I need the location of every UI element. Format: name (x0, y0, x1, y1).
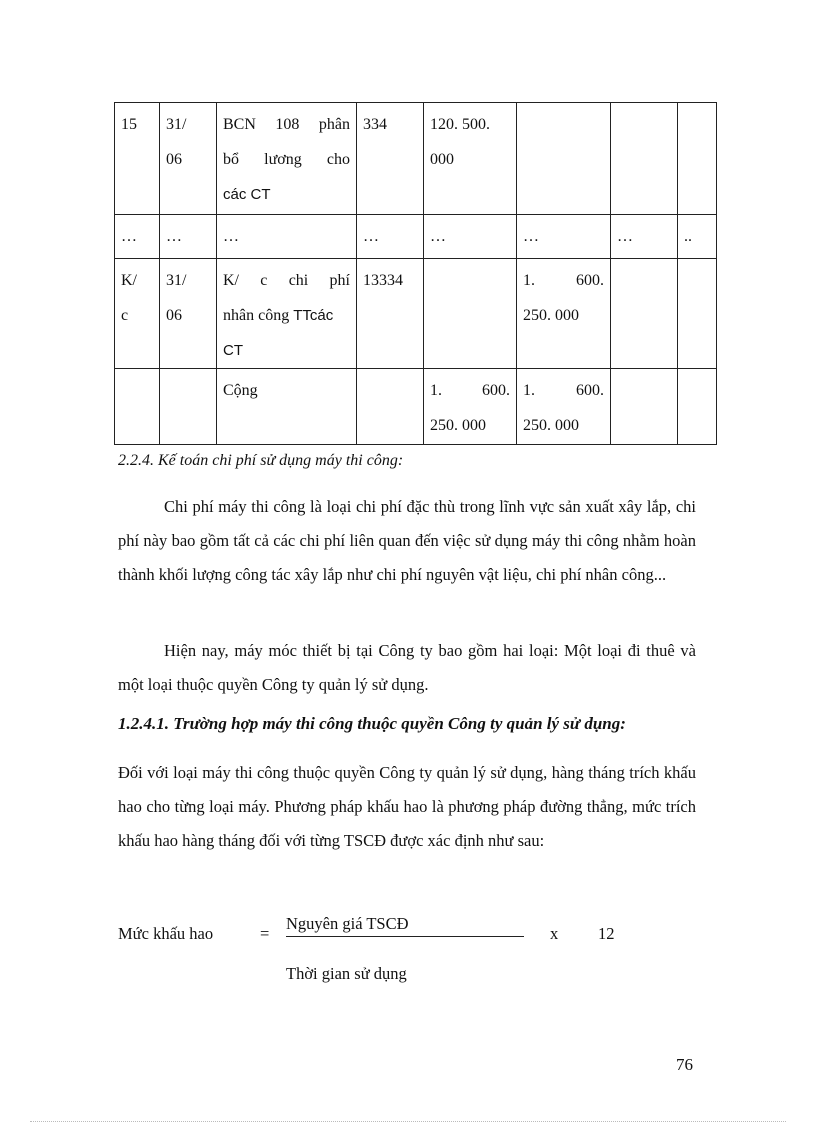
table-row (115, 369, 717, 445)
table-cell: .. (678, 215, 717, 259)
table-cell: 13334 (357, 259, 424, 369)
table-cell: K/ c chi phí nhân công TTcác CT (217, 259, 357, 369)
table-cell: … (115, 215, 160, 259)
table-row (115, 215, 717, 259)
formula-lhs: Mức khấu hao (118, 924, 214, 943)
table-cell: 120. 500. 000 (424, 103, 517, 215)
formula-numerator: Nguyên giá TSCĐ (286, 914, 524, 937)
table-cell: 1. 600. 250. 000 (517, 259, 611, 369)
table-cell: 31/ 06 (160, 103, 217, 215)
table-cell (611, 259, 678, 369)
table-cell: … (611, 215, 678, 259)
table-cell (678, 103, 717, 215)
table-cell: 31/ 06 (160, 259, 217, 369)
table-row (115, 103, 717, 215)
formula-factor: 12 (598, 924, 615, 943)
ledger-table (114, 102, 717, 445)
table-cell (611, 369, 678, 445)
table-cell (357, 369, 424, 445)
table-cell: 334 (357, 103, 424, 215)
formula-denominator: Thời gian sử dụng (286, 964, 407, 983)
table-cell: … (217, 215, 357, 259)
table-row (115, 259, 717, 369)
table-cell (611, 103, 678, 215)
table-cell: K/ c (115, 259, 160, 369)
paragraph-depreciation: Đối với loại máy thi công thuộc quyền Công ty quản lý sử dụng, hàng tháng trích khấu hao cho từng loại máy. Phương pháp khấu hao là phương pháp đường thẳng, mức trích khấu hao hàng tháng đối với từng TSCĐ được xác định như sau: (118, 763, 696, 850)
formula-times: x (550, 924, 559, 943)
depreciation-formula (118, 914, 678, 994)
table-cell: Cộng (217, 369, 357, 445)
table-cell (115, 369, 160, 445)
table-cell (678, 259, 717, 369)
table-cell: … (357, 215, 424, 259)
page-number: 76 (676, 1055, 693, 1074)
table-cell: 1. 600. 250. 000 (424, 369, 517, 445)
footer-divider (30, 1121, 786, 1122)
table-cell: 15 (115, 103, 160, 215)
table-cell (424, 259, 517, 369)
table-cell: 1. 600. 250. 000 (517, 369, 611, 445)
section-heading: 2.2.4. Kế toán chi phí sử dụng máy thi công: (118, 452, 404, 469)
table-cell (160, 369, 217, 445)
table-cell (678, 369, 717, 445)
subsection-heading: 1.2.4.1. Trường hợp máy thi công thuộc quyền Công ty quản lý sử dụng: (118, 714, 626, 733)
table-cell: … (160, 215, 217, 259)
formula-equals: = (260, 924, 270, 943)
table-cell: … (424, 215, 517, 259)
table-cell: … (517, 215, 611, 259)
table-cell (517, 103, 611, 215)
table-cell: BCN 108 phân bổ lương cho các CT (217, 103, 357, 215)
paragraph-machine-cost: Chi phí máy thi công là loại chi phí đặc thù trong lĩnh vực sản xuất xây lắp, chi phí này bao gồm tất cả các chi phí liên quan đến việc sử dụng máy thi công nhằm hoàn thành khối lượng công tác xây lắp như chi phí nguyên vật liệu, chi phí nhân công... (118, 497, 696, 584)
paragraph-machine-types: Hiện nay, máy móc thiết bị tại Công ty bao gồm hai loại: Một loại đi thuê và một loại thuộc quyền Công ty quản lý sử dụng. (118, 641, 696, 694)
